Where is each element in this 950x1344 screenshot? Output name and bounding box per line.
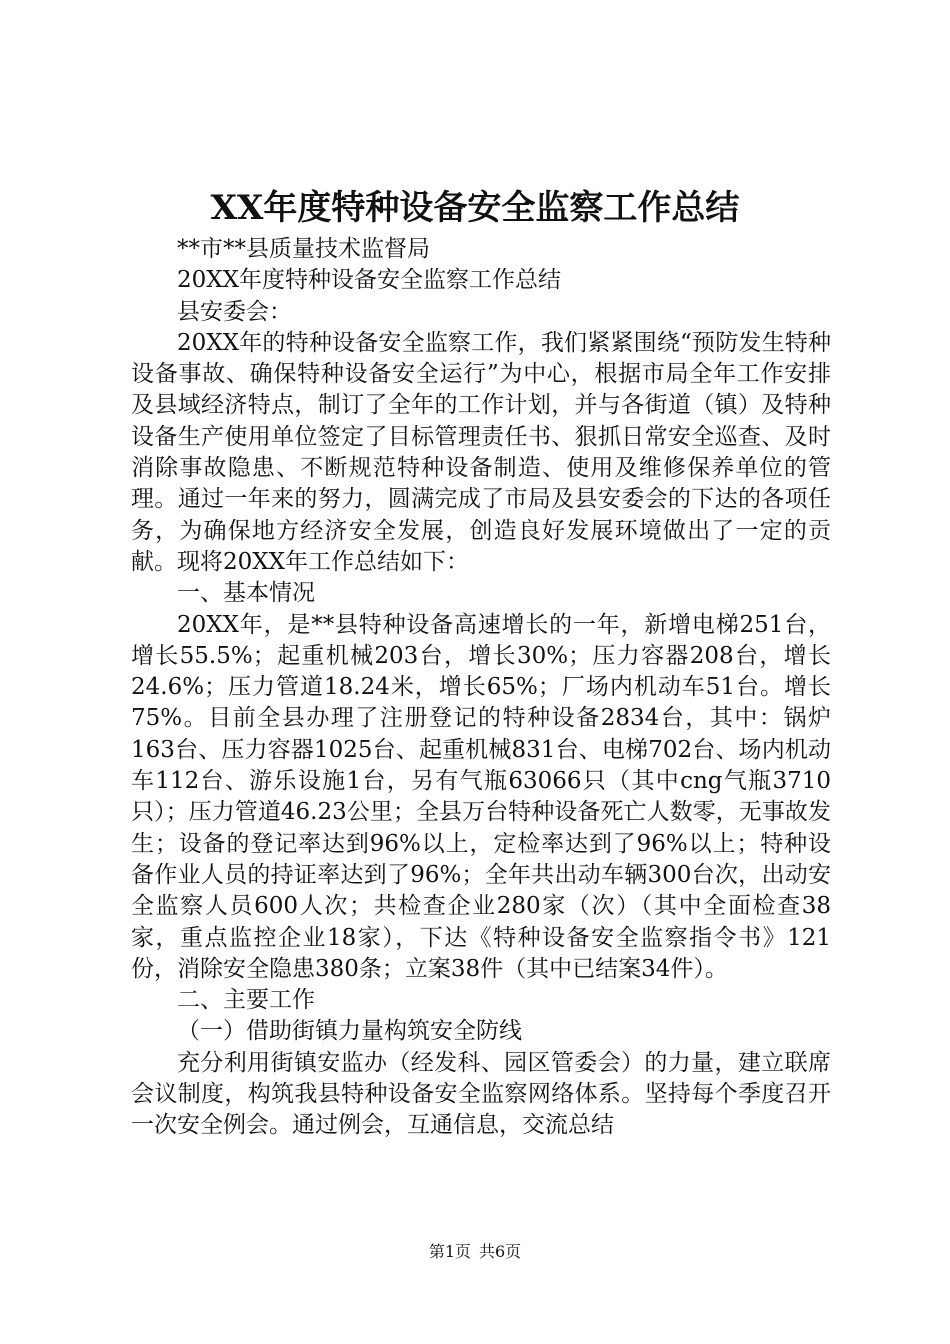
- report-subtitle: 20XX年度特种设备安全监察工作总结: [177, 267, 562, 294]
- page-total: 共6页: [479, 1242, 522, 1261]
- section-heading-main-work: 二、主要工作: [177, 987, 315, 1014]
- section-heading-basic: 一、基本情况: [177, 580, 315, 607]
- addressee-line: 县安委会：: [177, 298, 292, 325]
- page-number: 第1页: [428, 1242, 471, 1261]
- intro-paragraph: 20XX年的特种设备安全监察工作，我们紧紧围绕“预防发生特种设备事故、确保特种设备安全运行”为中心，根据市局全年工作安排及县域经济特点，制订了全年的工作计划，并与各街道（镇）及特种设备生产使用单位签定了目标管理责任书、狠抓日常安全巡查、及时消除事故隐患、不断规范特种设备制造、使用及维修保养单位的管理。通过一年来的努力，圆满完成了市局及县安委会的下达的各项任务，为确保地方经济安全发展，创造良好发展环境做出了一定的贡献。现将20XX年工作总结如下：: [131, 329, 831, 575]
- subsection-paragraph-1: 充分利用街镇安监办（经发科、园区管委会）的力量，建立联席会议制度，构筑我县特种设备安全监察网络体系。坚持每个季度召开一次安全例会。通过例会，互通信息，交流总结: [131, 1049, 831, 1139]
- basic-situation-paragraph: 20XX年，是**县特种设备高速增长的一年，新增电梯251台，增长55.5%；起重机械203台，增长30%；压力容器208台，增长24.6%；压力管道18.24米，增长65%；厂场内机动车51台。增长75%。目前全县办理了注册登记的特种设备2834台，其中：锅炉163台、压力容器1025台、起重机械831台、电梯702台、场内机动车112台、游乐设施1台，另有气瓶63066只（其中cng气瓶3710只）；压力管道46.23公里；全县万台特种设备死亡人数零，无事故发生；设备的登记率达到96%以上，定检率达到了96%以上；特种设备作业人员的持证率达到了96%；全年共出动车辆300台次，出动安全监察人员600人次；共检查企业280家（次）（其中全面检查38家，重点监控企业18家），下达《特种设备安全监察指令书》121份，消除安全隐患380条；立案38件（其中已结案34件）。: [131, 611, 831, 982]
- issuer-line: **市**县质量技术监督局: [177, 236, 430, 262]
- subsection-heading-1: （一）借助街镇力量构筑安全防线: [177, 1018, 522, 1045]
- page-footer: [0, 1240, 950, 1264]
- document-title: XX年度特种设备安全监察工作总结: [210, 188, 740, 228]
- document-body: [131, 234, 831, 1142]
